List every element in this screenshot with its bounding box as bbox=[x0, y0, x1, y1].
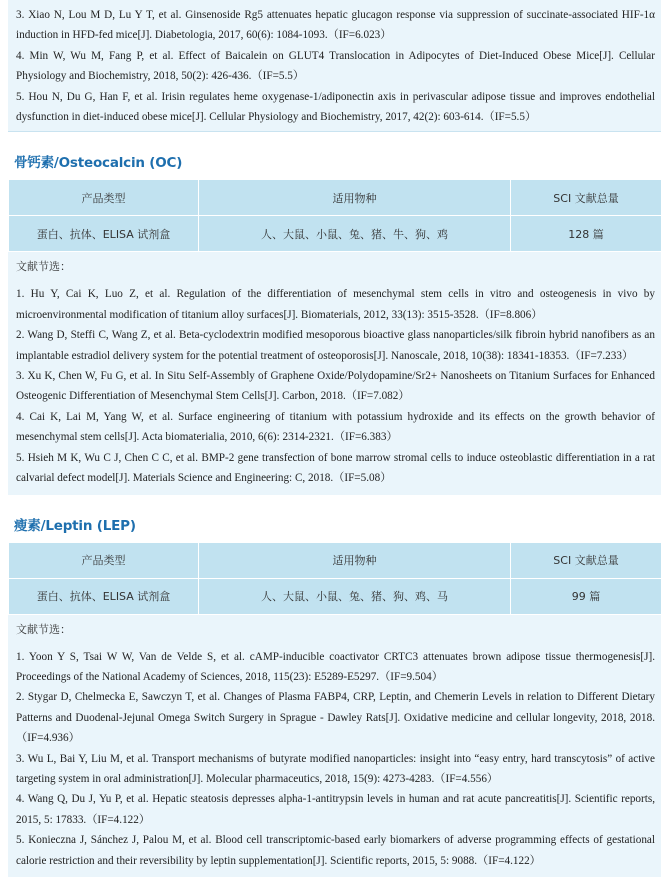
table-row bbox=[9, 216, 661, 252]
references-block bbox=[8, 615, 661, 877]
header-species: 适用物种 bbox=[199, 180, 511, 216]
header-product-type: 产品类型 bbox=[9, 180, 199, 216]
references-block bbox=[8, 252, 661, 494]
header-sci-count: SCI 文献总量 bbox=[511, 543, 661, 579]
reference-item: 4. Min W, Wu M, Fang P, et al. Effect of Baicalein on GLUT4 Translocation in Adipocytes of Diet-Induced Obese Mice[J]. Cellular Physiology and Biochemistry, 2018, 50(2): 426-436.（IF=5.5） bbox=[16, 46, 655, 87]
reference-item: 2. Stygar D, Chelmecka E, Sawczyn T, et al. Changes of Plasma FABP4, CRP, Leptin, and Chemerin Levels in relation to Different Dietary Patterns and Duodenal-Jejunal Omega Switch Surgery in Sprague - Dawley Rats[J]. Oxidative medicine and cellular longevity, 2018, 2018.（IF=4.936） bbox=[16, 687, 655, 748]
section-leptin bbox=[0, 495, 661, 877]
table-header-row bbox=[9, 180, 661, 216]
cell-sci-count: 99 篇 bbox=[511, 578, 661, 614]
header-species: 适用物种 bbox=[199, 543, 511, 579]
cell-product-type: 蛋白、抗体、ELISA 试剂盒 bbox=[9, 578, 199, 614]
reference-item: 4. Wang Q, Du J, Yu P, et al. Hepatic steatosis depresses alpha-1-antitrypsin levels in human and rat acute pancreatitis[J]. Scientific reports, 2015, 5: 17833.（IF=4.122） bbox=[16, 789, 655, 830]
reference-item: 5. Hou N, Du G, Han F, et al. Irisin regulates heme oxygenase-1/adiponectin axis in perivascular adipose tissue and improves endothelial dysfunction in diet-induced obese mice[J]. Cellular Physiology and Biochemistry, 2017, 42(2): 603-614.（IF=5.5） bbox=[16, 87, 655, 128]
reference-item: 3. Xu K, Chen W, Fu G, et al. In Situ Self-Assembly of Graphene Oxide/Polydopamine/Sr2+ Nanosheets on Titanium Surfaces for Enhanced Osteogenic Differentiation of Mesenchymal Stem Cells[J]. Carbon, 2018.（IF=7.082） bbox=[16, 366, 655, 407]
references-intro: 文献节选： bbox=[16, 615, 655, 640]
product-table bbox=[8, 180, 661, 252]
product-table bbox=[8, 543, 661, 615]
reference-item: 3. Xiao N, Lou M D, Lu Y T, et al. Ginsenoside Rg5 attenuates hepatic glucagon response via suppression of succinate-associated HIF-1α induction in HFD-fed mice[J]. Diabetologia, 2017, 60(6): 1084-1093.（IF=6.023） bbox=[16, 5, 655, 46]
cell-species: 人、大鼠、小鼠、兔、猪、牛、狗、鸡 bbox=[199, 216, 511, 252]
reference-item: 3. Wu L, Bai Y, Liu M, et al. Transport mechanisms of butyrate modified nanoparticles: insight into “easy entry, hard transcytosis” of active targeting system in oral administration[J]. Molecular pharmaceutics, 2018, 15(9): 4273-4283.（IF=4.556） bbox=[16, 749, 655, 790]
header-sci-count: SCI 文献总量 bbox=[511, 180, 661, 216]
reference-item: 5. Konieczna J, Sánchez J, Palou M, et al. Blood cell transcriptomic-based early biomarkers of adverse programming effects of gestational calorie restriction and their reversibility by leptin supplementation[J]. Scientific reports, 2015, 5: 9088.（IF=4.122） bbox=[16, 830, 655, 871]
reference-item: 2. Wang D, Steffi C, Wang Z, et al. Beta-cyclodextrin modified mesoporous bioactive glass nanoparticles/silk fibroin hybrid nanofibers as an implantable estradiol delivery system for the potential treatment of osteoporosis[J]. Nanoscale, 2018, 10(38): 18341-18353.（IF=7.233） bbox=[16, 325, 655, 366]
reference-item: 1. Yoon Y S, Tsai W W, Van de Velde S, et al. cAMP-inducible coactivator CRTC3 attenuates brown adipose tissue thermogenesis[J]. Proceedings of the National Academy of Sciences, 2018, 115(23): E5289-E5297.（IF=9.504） bbox=[16, 647, 655, 688]
cell-species: 人、大鼠、小鼠、兔、猪、狗、鸡、马 bbox=[199, 578, 511, 614]
section-title: 瘦素/Leptin (LEP) bbox=[0, 514, 661, 534]
section-osteocalcin bbox=[0, 132, 661, 494]
table-header-row bbox=[9, 543, 661, 579]
references-intro: 文献节选： bbox=[16, 252, 655, 277]
previous-references-block bbox=[8, 0, 661, 132]
reference-item: 5. Hsieh M K, Wu C J, Chen C C, et al. BMP-2 gene transfection of bone marrow stromal cells to induce osteoblastic differentiation in a rat calvarial defect model[J]. Materials Science and Engineering: C, 2018.（IF=5.08） bbox=[16, 448, 655, 489]
table-row bbox=[9, 578, 661, 614]
cell-product-type: 蛋白、抗体、ELISA 试剂盒 bbox=[9, 216, 199, 252]
reference-item: 4. Cai K, Lai M, Yang W, et al. Surface engineering of titanium with potassium hydroxide and its effects on the growth behavior of mesenchymal stem cells[J]. Acta biomaterialia, 2010, 6(6): 2314-2321.（IF=6.383） bbox=[16, 407, 655, 448]
cell-sci-count: 128 篇 bbox=[511, 216, 661, 252]
header-product-type: 产品类型 bbox=[9, 543, 199, 579]
section-title: 骨钙素/Osteocalcin (OC) bbox=[0, 151, 661, 171]
reference-item: 1. Hu Y, Cai K, Luo Z, et al. Regulation of the differentiation of mesenchymal stem cells in vitro and osteogenesis in vivo by microenvironmental modification of titanium alloy surfaces[J]. Biomaterials, 2012, 33(13): 3515-3528.（IF=8.806） bbox=[16, 284, 655, 325]
